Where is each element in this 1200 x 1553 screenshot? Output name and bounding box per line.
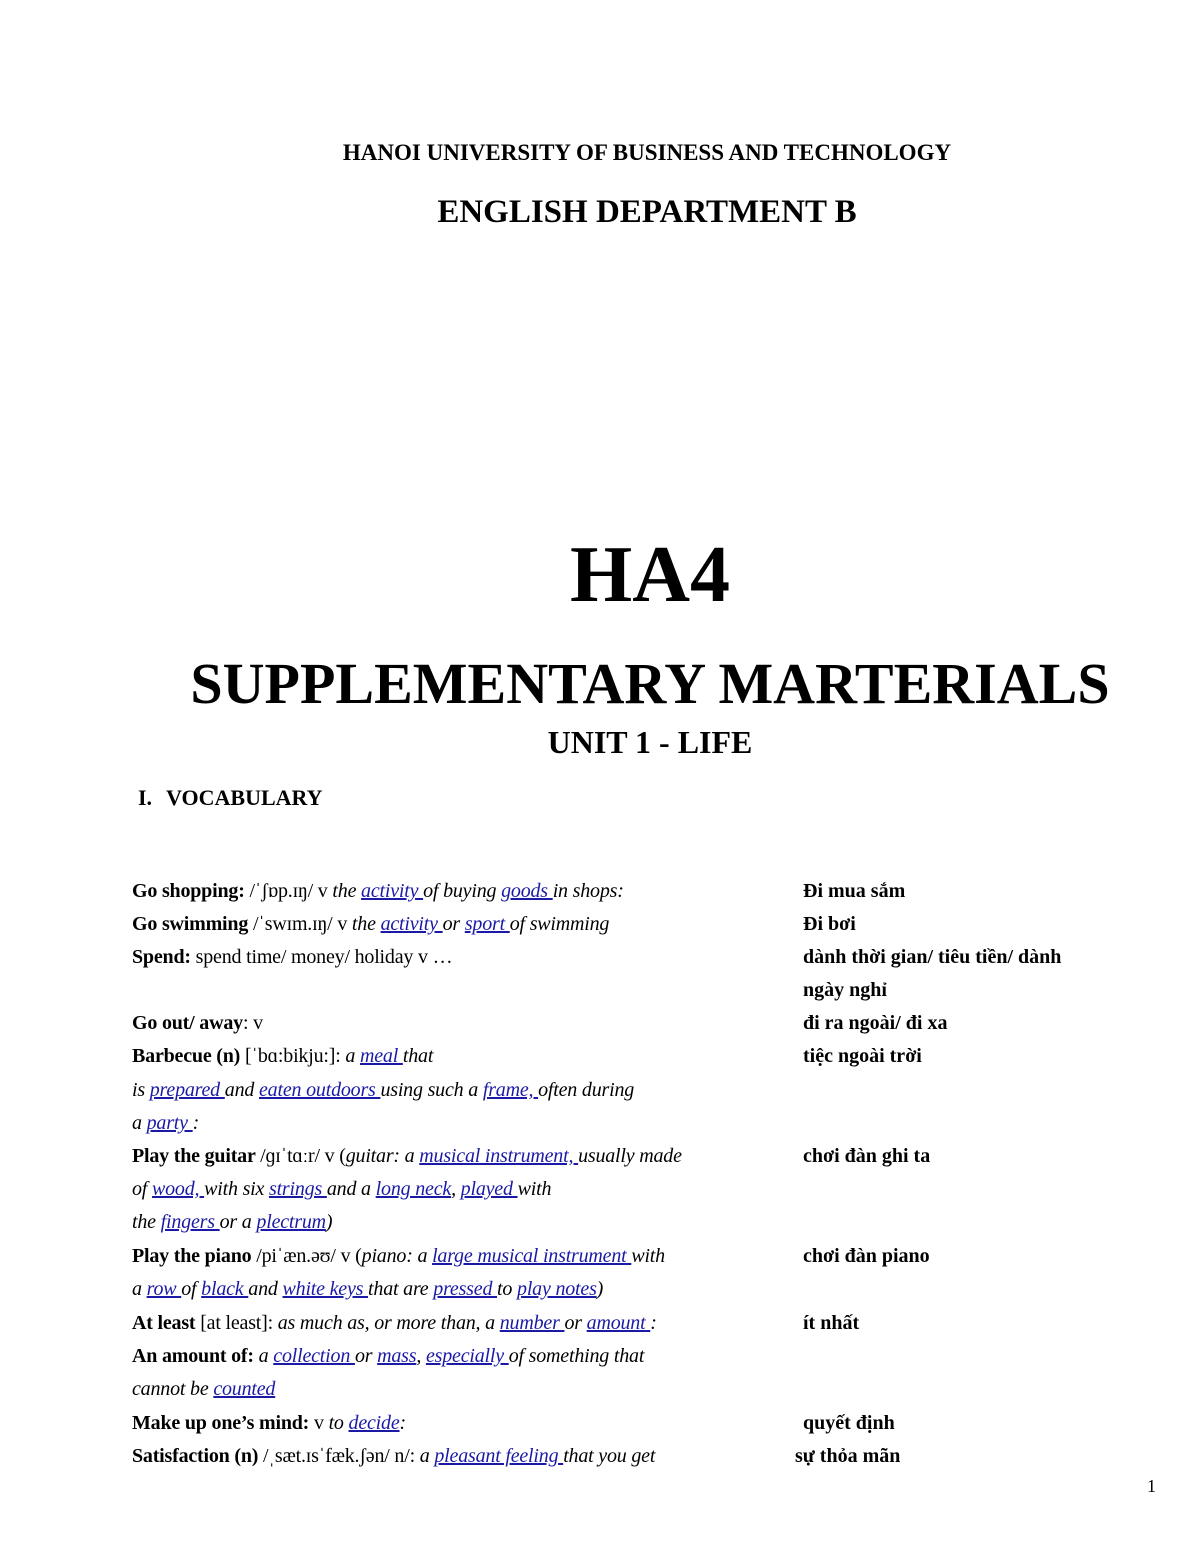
vietnamese-translation: chơi đàn piano (803, 1245, 930, 1267)
vocab-term: Satisfaction (n) (132, 1445, 264, 1467)
dictionary-link[interactable]: eaten outdoors (259, 1079, 381, 1101)
vocab-text: that are (368, 1278, 434, 1300)
vocab-text: to (328, 1412, 349, 1434)
vietnamese-translation: tiệc ngoài trời (803, 1045, 922, 1067)
vocab-text: with six (204, 1178, 269, 1200)
vocab-text: with (517, 1178, 552, 1200)
dictionary-link[interactable]: fingers (160, 1211, 220, 1233)
vocab-line (132, 1079, 634, 1102)
vocab-line (132, 1312, 657, 1335)
dictionary-link[interactable]: prepared (149, 1079, 225, 1101)
dictionary-link[interactable]: plectrum (256, 1211, 326, 1233)
vocab-text: piano: a (361, 1245, 433, 1267)
vocab-line (132, 946, 452, 969)
dictionary-link[interactable]: meal (359, 1045, 403, 1067)
vocab-text: to (497, 1278, 518, 1300)
vocab-text: of buying (423, 880, 502, 902)
vocab-line (132, 1012, 263, 1035)
dictionary-link[interactable]: wood, (151, 1178, 205, 1200)
vocab-text: ) (325, 1211, 333, 1233)
vocab-term: Spend: (132, 946, 196, 968)
vocab-text: in shops: (552, 880, 624, 902)
dictionary-link[interactable]: long neck (375, 1178, 452, 1200)
vocab-text: /piˈæn.əʊ/ v ( (256, 1245, 362, 1267)
vocab-text: of swimming (509, 913, 610, 935)
vietnamese-translation: đi ra ngoài/ đi xa (803, 1012, 948, 1034)
dictionary-link[interactable]: decide (348, 1412, 400, 1434)
vocab-text: , (416, 1345, 426, 1367)
vocab-term: An amount of: (132, 1345, 259, 1367)
vocab-text: or (564, 1312, 587, 1334)
vocab-text: ) (596, 1278, 604, 1300)
vocab-line (132, 1345, 644, 1368)
dictionary-link[interactable]: frame, (482, 1079, 539, 1101)
vocab-term: Go shopping: (132, 880, 250, 902)
page-number: 1 (1147, 1476, 1156, 1496)
section-number: I. (138, 785, 153, 810)
unit-title: UNIT 1 - LIFE (547, 724, 753, 760)
vocab-term: Barbecue (n) (132, 1045, 245, 1067)
vocab-text: the (351, 913, 381, 935)
vietnamese-translation: ngày nghỉ (803, 979, 887, 1001)
dictionary-link[interactable]: black (201, 1278, 249, 1300)
vocab-text: often during (538, 1079, 635, 1101)
vocab-text: a (132, 1278, 147, 1300)
vocab-text: that you get (563, 1445, 656, 1467)
vocab-text: that (402, 1045, 434, 1067)
dictionary-link[interactable]: row (146, 1278, 182, 1300)
vocab-term: Go out/ away (132, 1012, 243, 1034)
vocab-text: : (650, 1312, 657, 1334)
vocab-text: of (132, 1178, 152, 1200)
vietnamese-translation: chơi đàn ghi ta (803, 1145, 931, 1167)
vocab-text: using such a (380, 1079, 483, 1101)
vocab-text: is (132, 1079, 150, 1101)
vocab-text: cannot be (132, 1378, 214, 1400)
section-title: VOCABULARY (166, 785, 323, 810)
vocab-text: or a (219, 1211, 257, 1233)
vocab-line (132, 1145, 682, 1168)
dictionary-link[interactable]: collection (273, 1345, 355, 1367)
vocab-term: At least (132, 1312, 201, 1334)
section-heading (138, 785, 337, 811)
dictionary-link[interactable]: amount (586, 1312, 651, 1334)
vocab-line (132, 1245, 665, 1268)
vocab-term: Play the guitar (132, 1145, 261, 1167)
vocab-text: a (345, 1045, 360, 1067)
vietnamese-translation: sự thỏa mãn (795, 1445, 901, 1467)
vocab-term: Make up one’s mind: (132, 1412, 314, 1434)
dictionary-link[interactable]: played (460, 1178, 518, 1200)
vocab-text: a (419, 1445, 435, 1467)
vietnamese-translation: quyết định (803, 1412, 895, 1434)
vocab-text: , (451, 1178, 461, 1200)
dictionary-link[interactable]: especially (425, 1345, 509, 1367)
dictionary-link[interactable]: goods (501, 880, 553, 902)
vocab-text: of (181, 1278, 202, 1300)
dictionary-link[interactable]: strings (268, 1178, 327, 1200)
vocab-text: usually made (578, 1145, 682, 1167)
vocab-text: spend time/ money/ holiday v … (195, 946, 453, 968)
vocab-text: and (224, 1079, 259, 1101)
vocab-text: [ˈbɑ:bikju:]: (244, 1045, 346, 1067)
vocab-text: and (248, 1278, 283, 1300)
dictionary-link[interactable]: pleasant feeling (434, 1445, 564, 1467)
vocab-line (132, 1112, 199, 1135)
vocab-term: Play the piano (132, 1245, 257, 1267)
vocab-text: a (258, 1345, 274, 1367)
vocab-text: /ɡɪˈtɑːr/ v ( (260, 1145, 346, 1167)
dictionary-link[interactable]: large musical instrument (432, 1245, 632, 1267)
vocab-line (132, 880, 624, 903)
vocab-text: the (332, 880, 362, 902)
vocab-text: guitar: a (345, 1145, 420, 1167)
vocab-text: /ˈswɪm.ɪŋ/ v (252, 913, 352, 935)
dictionary-link[interactable]: mass (377, 1345, 417, 1367)
vocab-text: or (442, 913, 465, 935)
vocab-text: : v (242, 1012, 263, 1034)
vietnamese-translation: dành thời gian/ tiêu tiền/ dành (803, 946, 1062, 968)
vocab-line (132, 1178, 551, 1201)
dictionary-link[interactable]: musical instrument, (419, 1145, 579, 1167)
vocab-text: : (192, 1112, 200, 1134)
dictionary-link[interactable]: number (499, 1312, 565, 1334)
vocab-line (132, 1378, 275, 1401)
vocab-text: /ˈʃɒp.ɪŋ/ v (249, 880, 333, 902)
dictionary-link[interactable]: activity (361, 880, 424, 902)
vocab-text: with (631, 1245, 665, 1267)
dictionary-link[interactable]: play notes (517, 1278, 597, 1300)
vocab-line (132, 1412, 406, 1435)
vocab-text: v (313, 1412, 329, 1434)
dictionary-link[interactable]: white keys (282, 1278, 369, 1300)
vocab-text: /ˌsæt.ɪsˈfæk.ʃən/ n/: (263, 1445, 420, 1467)
department-name: ENGLISH DEPARTMENT B (437, 194, 857, 230)
vocab-text: : (399, 1412, 406, 1434)
vocab-line (132, 1211, 332, 1234)
document-title: SUPPLEMENTARY MARTERIALS (190, 651, 1110, 716)
vocab-text: [at least]: (200, 1312, 278, 1334)
vocab-text: and a (326, 1178, 376, 1200)
dictionary-link[interactable]: party (146, 1112, 193, 1134)
vocab-text: as much as, or more than, a (277, 1312, 500, 1334)
vietnamese-translation: Đi bơi (803, 913, 856, 935)
vocab-text: of something that (508, 1345, 645, 1367)
dictionary-link[interactable]: activity (380, 913, 443, 935)
vocab-text: or (354, 1345, 378, 1367)
vocab-line (132, 1445, 655, 1468)
dictionary-link[interactable]: sport (464, 913, 510, 935)
vocab-line (132, 1278, 603, 1301)
vocab-text: the (132, 1211, 161, 1233)
vocab-line (132, 1045, 433, 1068)
vietnamese-translation: Đi mua sắm (803, 880, 906, 902)
dictionary-link[interactable]: pressed (433, 1278, 498, 1300)
university-name: HANOI UNIVERSITY OF BUSINESS AND TECHNOLOGY (342, 140, 952, 165)
vocab-line (132, 913, 609, 936)
course-code: HA4 (570, 531, 730, 619)
vocab-text: a (132, 1112, 147, 1134)
vietnamese-translation: ít nhất (803, 1312, 860, 1334)
vocab-term: Go swimming (132, 913, 253, 935)
dictionary-link[interactable]: counted (213, 1378, 276, 1400)
